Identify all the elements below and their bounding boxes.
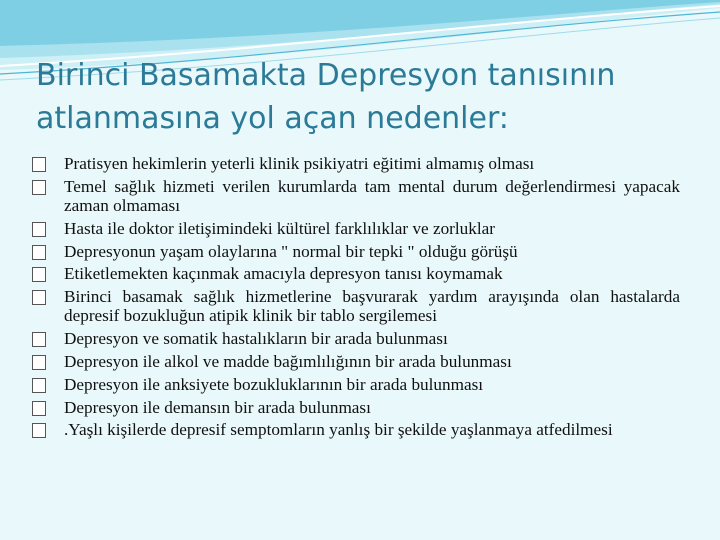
list-item-text: Depresyon ve somatik hastalıkların bir arada bulunması: [64, 329, 448, 349]
list-item: [32, 219, 680, 238]
list-item-text: Depresyon ile alkol ve madde bağımlılığının bir arada bulunması: [64, 351, 512, 371]
box-bullet-icon: [32, 180, 46, 195]
list-item: [32, 264, 680, 283]
box-bullet-icon: [32, 378, 46, 393]
list-item: [32, 287, 680, 325]
list-item: [32, 375, 680, 394]
box-bullet-icon: [32, 290, 46, 305]
list-item: [32, 420, 680, 439]
list-item-text: Depresyon ile demansın bir arada bulunması: [64, 397, 371, 417]
list-item-text: Temel sağlık hizmeti verilen kurumlarda tam mental durum değerlendirmesi yapacak zaman olmaması: [64, 176, 680, 215]
box-bullet-icon: [32, 332, 46, 347]
list-item-text: Depresyonun yaşam olaylarına " normal bir tepki " olduğu görüşü: [64, 241, 518, 261]
slide-title: Birinci Basamakta Depresyon tanısının atlanmasına yol açan nedenler:: [36, 58, 616, 136]
list-item-text: Depresyon ile anksiyete bozukluklarının bir arada bulunması: [64, 374, 484, 394]
list-item: [32, 242, 680, 261]
list-item: [32, 398, 680, 417]
box-bullet-icon: [32, 245, 46, 260]
list-item-text: .Yaşlı kişilerde depresif semptomların yanlış bir şekilde yaşlanmaya atfedilmesi: [64, 420, 613, 440]
list-item-text: Etiketlemekten kaçınmak amacıyla depresyon tanısı koymamak: [64, 264, 503, 284]
bullet-list: [32, 154, 680, 443]
box-bullet-icon: [32, 157, 46, 172]
box-bullet-icon: [32, 267, 46, 282]
list-item-text: Pratisyen hekimlerin yeterli klinik psikiyatri eğitimi almamış olması: [64, 154, 535, 173]
list-item-text: Birinci basamak sağlık hizmetlerine başvurarak yardım arayışında olan hastalarda depresif bozukluğun atipik klinik bir tablo sergilemesi: [64, 287, 680, 326]
list-item-text: Hasta ile doktor iletişimindeki kültürel farklılıklar ve zorluklar: [64, 218, 495, 238]
box-bullet-icon: [32, 423, 46, 438]
list-item: [32, 329, 680, 348]
box-bullet-icon: [32, 401, 46, 416]
list-item: [32, 352, 680, 371]
list-item: [32, 154, 680, 173]
box-bullet-icon: [32, 222, 46, 237]
box-bullet-icon: [32, 355, 46, 370]
list-item: [32, 177, 680, 215]
